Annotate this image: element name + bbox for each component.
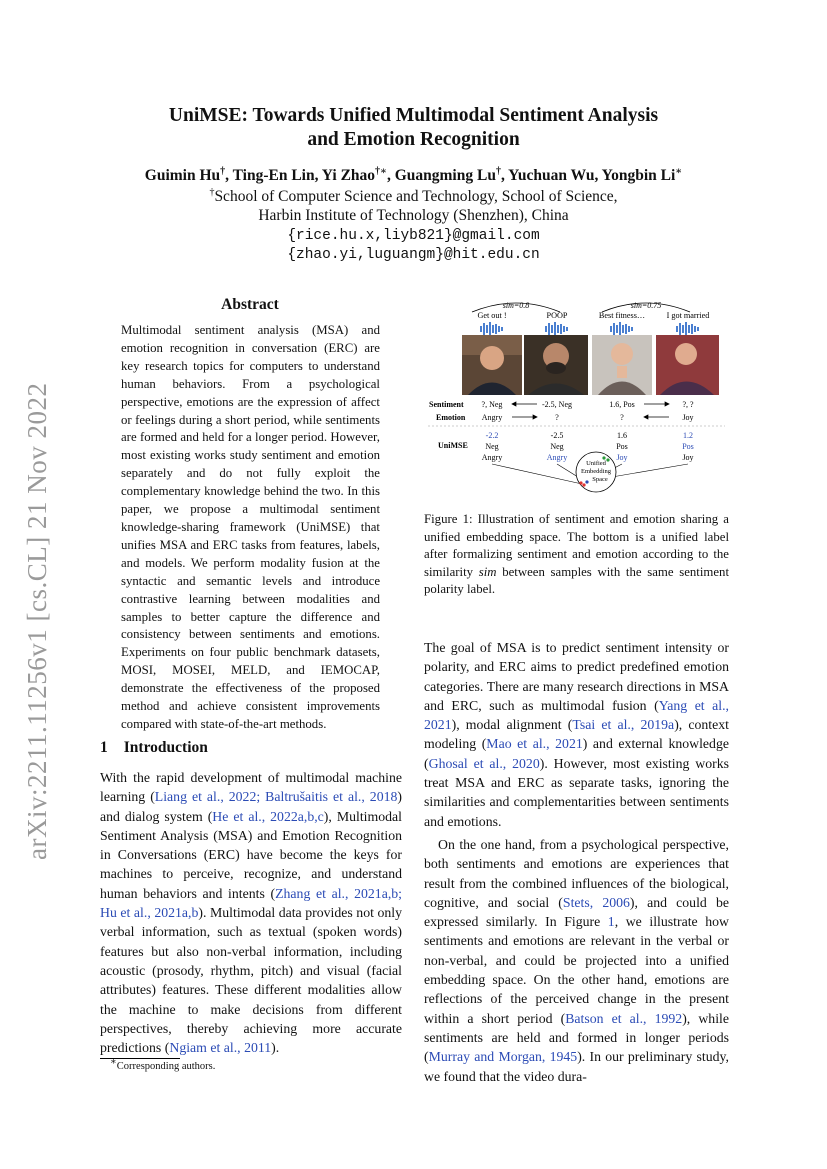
footnote: ∗Corresponding authors.: [110, 1056, 216, 1072]
emotion-value-2: ?: [555, 413, 559, 422]
affiliation-line-2: Harbin Institute of Technology (Shenzhen), China: [258, 207, 569, 224]
arrow-head: [665, 402, 669, 406]
abstract-heading: Abstract: [221, 296, 279, 313]
title-line-1: UniMSE: Towards Unified Multimodal Sentiment Analysis: [168, 105, 659, 126]
paper-title: [0, 104, 827, 152]
citation-link[interactable]: Ngiam et al., 2011: [169, 1040, 272, 1056]
unimse-emotion-3: Joy: [616, 453, 628, 462]
author-3-mark: †: [495, 165, 501, 177]
citation-link[interactable]: Yang et al., 2021: [424, 697, 729, 733]
citation-link[interactable]: Murray and Morgan, 1945: [428, 1049, 578, 1065]
email-line-1: {rice.hu.x,liyb821}@gmail.com: [287, 228, 540, 244]
unimse-score-3: 1.6: [617, 431, 627, 440]
utterance-4: I got married: [666, 311, 710, 320]
sim-label-2: sim=0.75: [630, 301, 662, 310]
paragraph: On the one hand, from a psychological perspective, both sentiments and emotions are experiences that result from the combined influences of the biological, cognitive, and social (Stets, 2006), and could be expressed similarly. In Figure 1, we illustrate how sentiments and emotions are relevant in the verbal or non-verbal, and could be projected into a unified embedding space. On the other hand, emotions are reflections of the perceived change in the present within a short period (Batson et al., 1992), while sentiments are held and formed in longer periods (Murray and Morgan, 1945). In our preliminary study, we found that the video dura-: [424, 836, 729, 1084]
unimse-emotion-1: Angry: [481, 453, 503, 462]
video-frame-4: [656, 335, 719, 395]
sentiment-value-4: ?, ?: [682, 400, 694, 409]
citation-link[interactable]: Zhang et al., 2021a,b; Hu et al., 2021a,b: [100, 885, 402, 921]
audio-wave-icon: [545, 322, 568, 336]
unimse-emotion-4: Joy: [682, 453, 694, 462]
arrow-head: [644, 415, 648, 419]
audio-wave-icon: [480, 322, 503, 336]
section-number: 1: [100, 739, 108, 756]
author-1: Guimin Hu: [144, 167, 221, 184]
space-label-1: Unified: [586, 460, 606, 467]
connector-line: [492, 464, 582, 484]
space-label-2: Embedding: [581, 468, 611, 475]
emotion-value-3: ?: [620, 413, 624, 422]
utterance-1: Get out !: [477, 311, 507, 320]
row-label-sentiment: Sentiment: [429, 400, 464, 409]
utterance-3: Best fitness…: [598, 311, 646, 320]
video-frame-1: [462, 335, 522, 395]
unimse-score-2: -2.5: [550, 431, 564, 440]
sentiment-value-2: -2.5, Neg: [542, 400, 572, 409]
author-4-mark: ∗: [675, 165, 683, 177]
video-frame-3: [592, 335, 652, 395]
figure-caption: Figure 1: Illustration of sentiment and emotion sharing a unified embedding space. The bottom is a unified label after formalizing sentiment and emotion according to the similarity sim between samples with the same sentiment polarity label.: [424, 512, 729, 597]
unimse-score-1: -2.2: [485, 431, 499, 440]
paragraph: The goal of MSA is to predict sentiment intensity or polarity, and ERC aims to predict predefined emotion categories. There are many research directions in MSA and ERC, such as multimodal fusion (Yang et al., 2021), modal alignment (Tsai et al., 2019a), context modeling (Mao et al., 2021) and external knowledge (Ghosal et al., 2020). However, most existing works treat MSA and ERC as separate tasks, ignoring the similarities and complementarities between sentiments and emotions.: [424, 640, 729, 829]
unimse-score-4: 1.2: [683, 431, 693, 440]
affiliation-mark: †: [209, 186, 215, 198]
audio-wave-icon: [610, 322, 633, 336]
arxiv-stamp: arXiv:2211.11256v1 [cs.CL] 21 Nov 2022: [22, 382, 52, 860]
arrow-head: [512, 402, 516, 406]
right-column-text: [424, 638, 729, 1086]
affiliation-line-1: †School of Computer Science and Technology, School of Science,: [209, 186, 618, 205]
figure-ref-link[interactable]: 1: [607, 914, 615, 930]
citation-link[interactable]: Liang et al., 2022; Baltrušaitis et al., 2018: [154, 789, 398, 805]
author-2-mark: †∗: [375, 165, 387, 177]
section-title: Introduction: [123, 739, 208, 756]
unimse-polarity-4: Pos: [682, 442, 694, 451]
utterance-2: POOP: [546, 311, 568, 320]
sim-label-1: sim=0.8: [502, 301, 530, 310]
title-line-2: and Emotion Recognition: [307, 129, 520, 150]
unimse-polarity-3: Pos: [616, 442, 628, 451]
emotion-value-4: Joy: [682, 413, 694, 422]
sim-symbol: sim: [478, 564, 497, 579]
introduction-paragraph: With the rapid development of multimodal machine learning (Liang et al., 2022; Baltrušaitis et al., 2018) and dialog system (He et al., 2022a,b,c), Multimodal Sentiment Analysis (MSA) and Emotion Recognition in Conversations (ERC) have become the keys for machines to perceive, recognize, and understand human behaviors and intents (Zhang et al., 2021a,b; Hu et al., 2021a,b). Multimodal data provides not only verbal information, such as textual (spoken words) features but also non-verbal information, including acoustic (prosody, rhythm, pitch) and visual (facial attributes) features. These different modalities allow the machine to make decisions from different perspectives, thereby achieving more accurate predictions (Ngiam et al., 2011).: [100, 770, 403, 1056]
emotion-value-1: Angry: [481, 413, 503, 422]
citation-link[interactable]: Batson et al., 1992: [565, 1010, 683, 1026]
author-2: , Ting-En Lin, Yi Zhao: [225, 167, 376, 184]
abstract-body: Multimodal sentiment analysis (MSA) and emotion recognition in conversation (ERC) are key research topics for computers to understand human behaviors. From a psychological perspective, emotions are the expression of affect or feelings during a short period, while sentiments are formed and held for a longer period. However, most existing works study sentiment and emotion separately and do not fully exploit the complementary knowledge behind the two. In this paper, we propose a multimodal sentiment knowledge-sharing framework (UniMSE) that unifies MSA and ERC tasks from features, labels, and models. We perform modality fusion at the syntactic and semantic levels and introduce contrastive learning between modalities and samples to better capture the difference and consistency between sentiments and emotions. Experiments on four public benchmark datasets, MOSI, MOSEI, MELD, and IEMOCAP, demonstrate the effectiveness of the proposed method and achieve consistent improvements compared with state-of-the-art methods.: [121, 323, 380, 731]
author-list: [0, 167, 827, 185]
space-label-3: Space: [592, 476, 608, 483]
citation-link[interactable]: Tsai et al., 2019a: [572, 717, 675, 733]
figure-1: [424, 296, 729, 506]
arrow-head: [533, 415, 537, 419]
citation-link[interactable]: Stets, 2006: [562, 894, 630, 910]
author-1-mark: †: [220, 165, 226, 177]
audio-wave-icon: [676, 322, 699, 336]
row-label-unimse: UniMSE: [438, 441, 468, 450]
author-4: , Yuchuan Wu, Yongbin Li: [500, 167, 676, 184]
email-line-2: {zhao.yi,luguangm}@hit.edu.cn: [287, 247, 540, 263]
citation-link[interactable]: Mao et al., 2021: [486, 736, 583, 752]
unimse-emotion-2: Angry: [546, 453, 568, 462]
unimse-polarity-1: Neg: [485, 442, 499, 451]
unimse-polarity-2: Neg: [550, 442, 564, 451]
sentiment-value-1: ?, Neg: [481, 400, 503, 409]
sentiment-value-3: 1.6, Pos: [609, 400, 635, 409]
video-frame-2: [524, 335, 588, 395]
row-label-emotion: Emotion: [436, 413, 466, 422]
section-heading-introduction: [100, 739, 208, 757]
citation-link[interactable]: Ghosal et al., 2020: [428, 755, 540, 771]
author-3: , Guangming Lu: [386, 167, 496, 184]
citation-link[interactable]: He et al., 2022a,b,c: [212, 808, 324, 824]
